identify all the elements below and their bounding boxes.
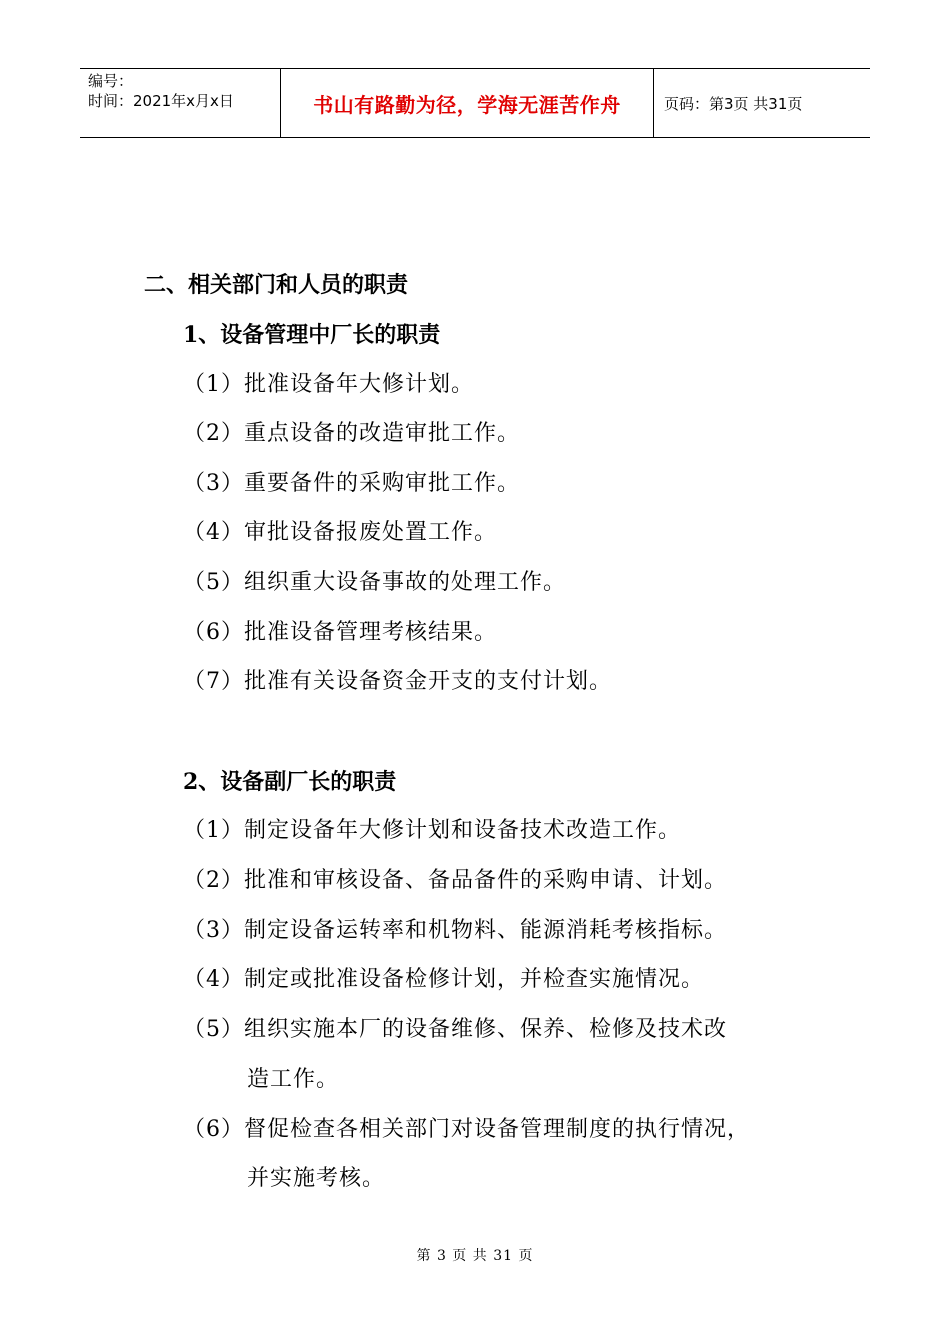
header-time-label: 时间：2021年x月x日	[88, 92, 234, 110]
duty-item: （3）制定设备运转率和机物料、能源消耗考核指标。	[183, 918, 727, 943]
subsection-title-1: 1、设备管理中厂长的职责	[183, 322, 441, 348]
page-header	[80, 68, 870, 138]
duty-item: （1）制定设备年大修计划和设备技术改造工作。	[183, 818, 681, 843]
duty-item-continuation: 造工作。	[247, 1067, 340, 1092]
duty-item-continuation: 并实施考核。	[247, 1166, 386, 1191]
duty-item: （3）重要备件的采购审批工作。	[183, 471, 520, 496]
header-page-cell	[654, 69, 870, 137]
duty-item: （2）批准和审核设备、备品备件的采购申请、计划。	[183, 868, 727, 893]
duty-item: （6）督促检查各相关部门对设备管理制度的执行情况，	[183, 1117, 750, 1142]
duty-item: （1）批准设备年大修计划。	[183, 372, 474, 397]
header-motto-cell	[281, 69, 654, 137]
section-title: 二、相关部门和人员的职责	[144, 272, 409, 298]
duty-item: （2）重点设备的改造审批工作。	[183, 421, 520, 446]
header-meta-cell	[80, 69, 281, 137]
duty-item: （5）组织重大设备事故的处理工作。	[183, 570, 566, 595]
duty-item: （7）批准有关设备资金开支的支付计划。	[183, 669, 612, 694]
header-number-label: 编号：	[88, 72, 134, 90]
duty-item: （4）审批设备报废处置工作。	[183, 520, 497, 545]
duty-item: （6）批准设备管理考核结果。	[183, 620, 497, 645]
subsection-title-2: 2、设备副厂长的职责	[183, 769, 397, 795]
page-footer: 第 3 页 共 31 页	[416, 1248, 534, 1264]
header-motto: 书山有路勤为径，学海无涯苦作舟	[313, 92, 621, 117]
duty-item: （4）制定或批准设备检修计划，并检查实施情况。	[183, 967, 704, 992]
header-page-info: 页码：第3页 共31页	[664, 94, 803, 113]
duty-item: （5）组织实施本厂的设备维修、保养、检修及技术改	[183, 1017, 727, 1042]
